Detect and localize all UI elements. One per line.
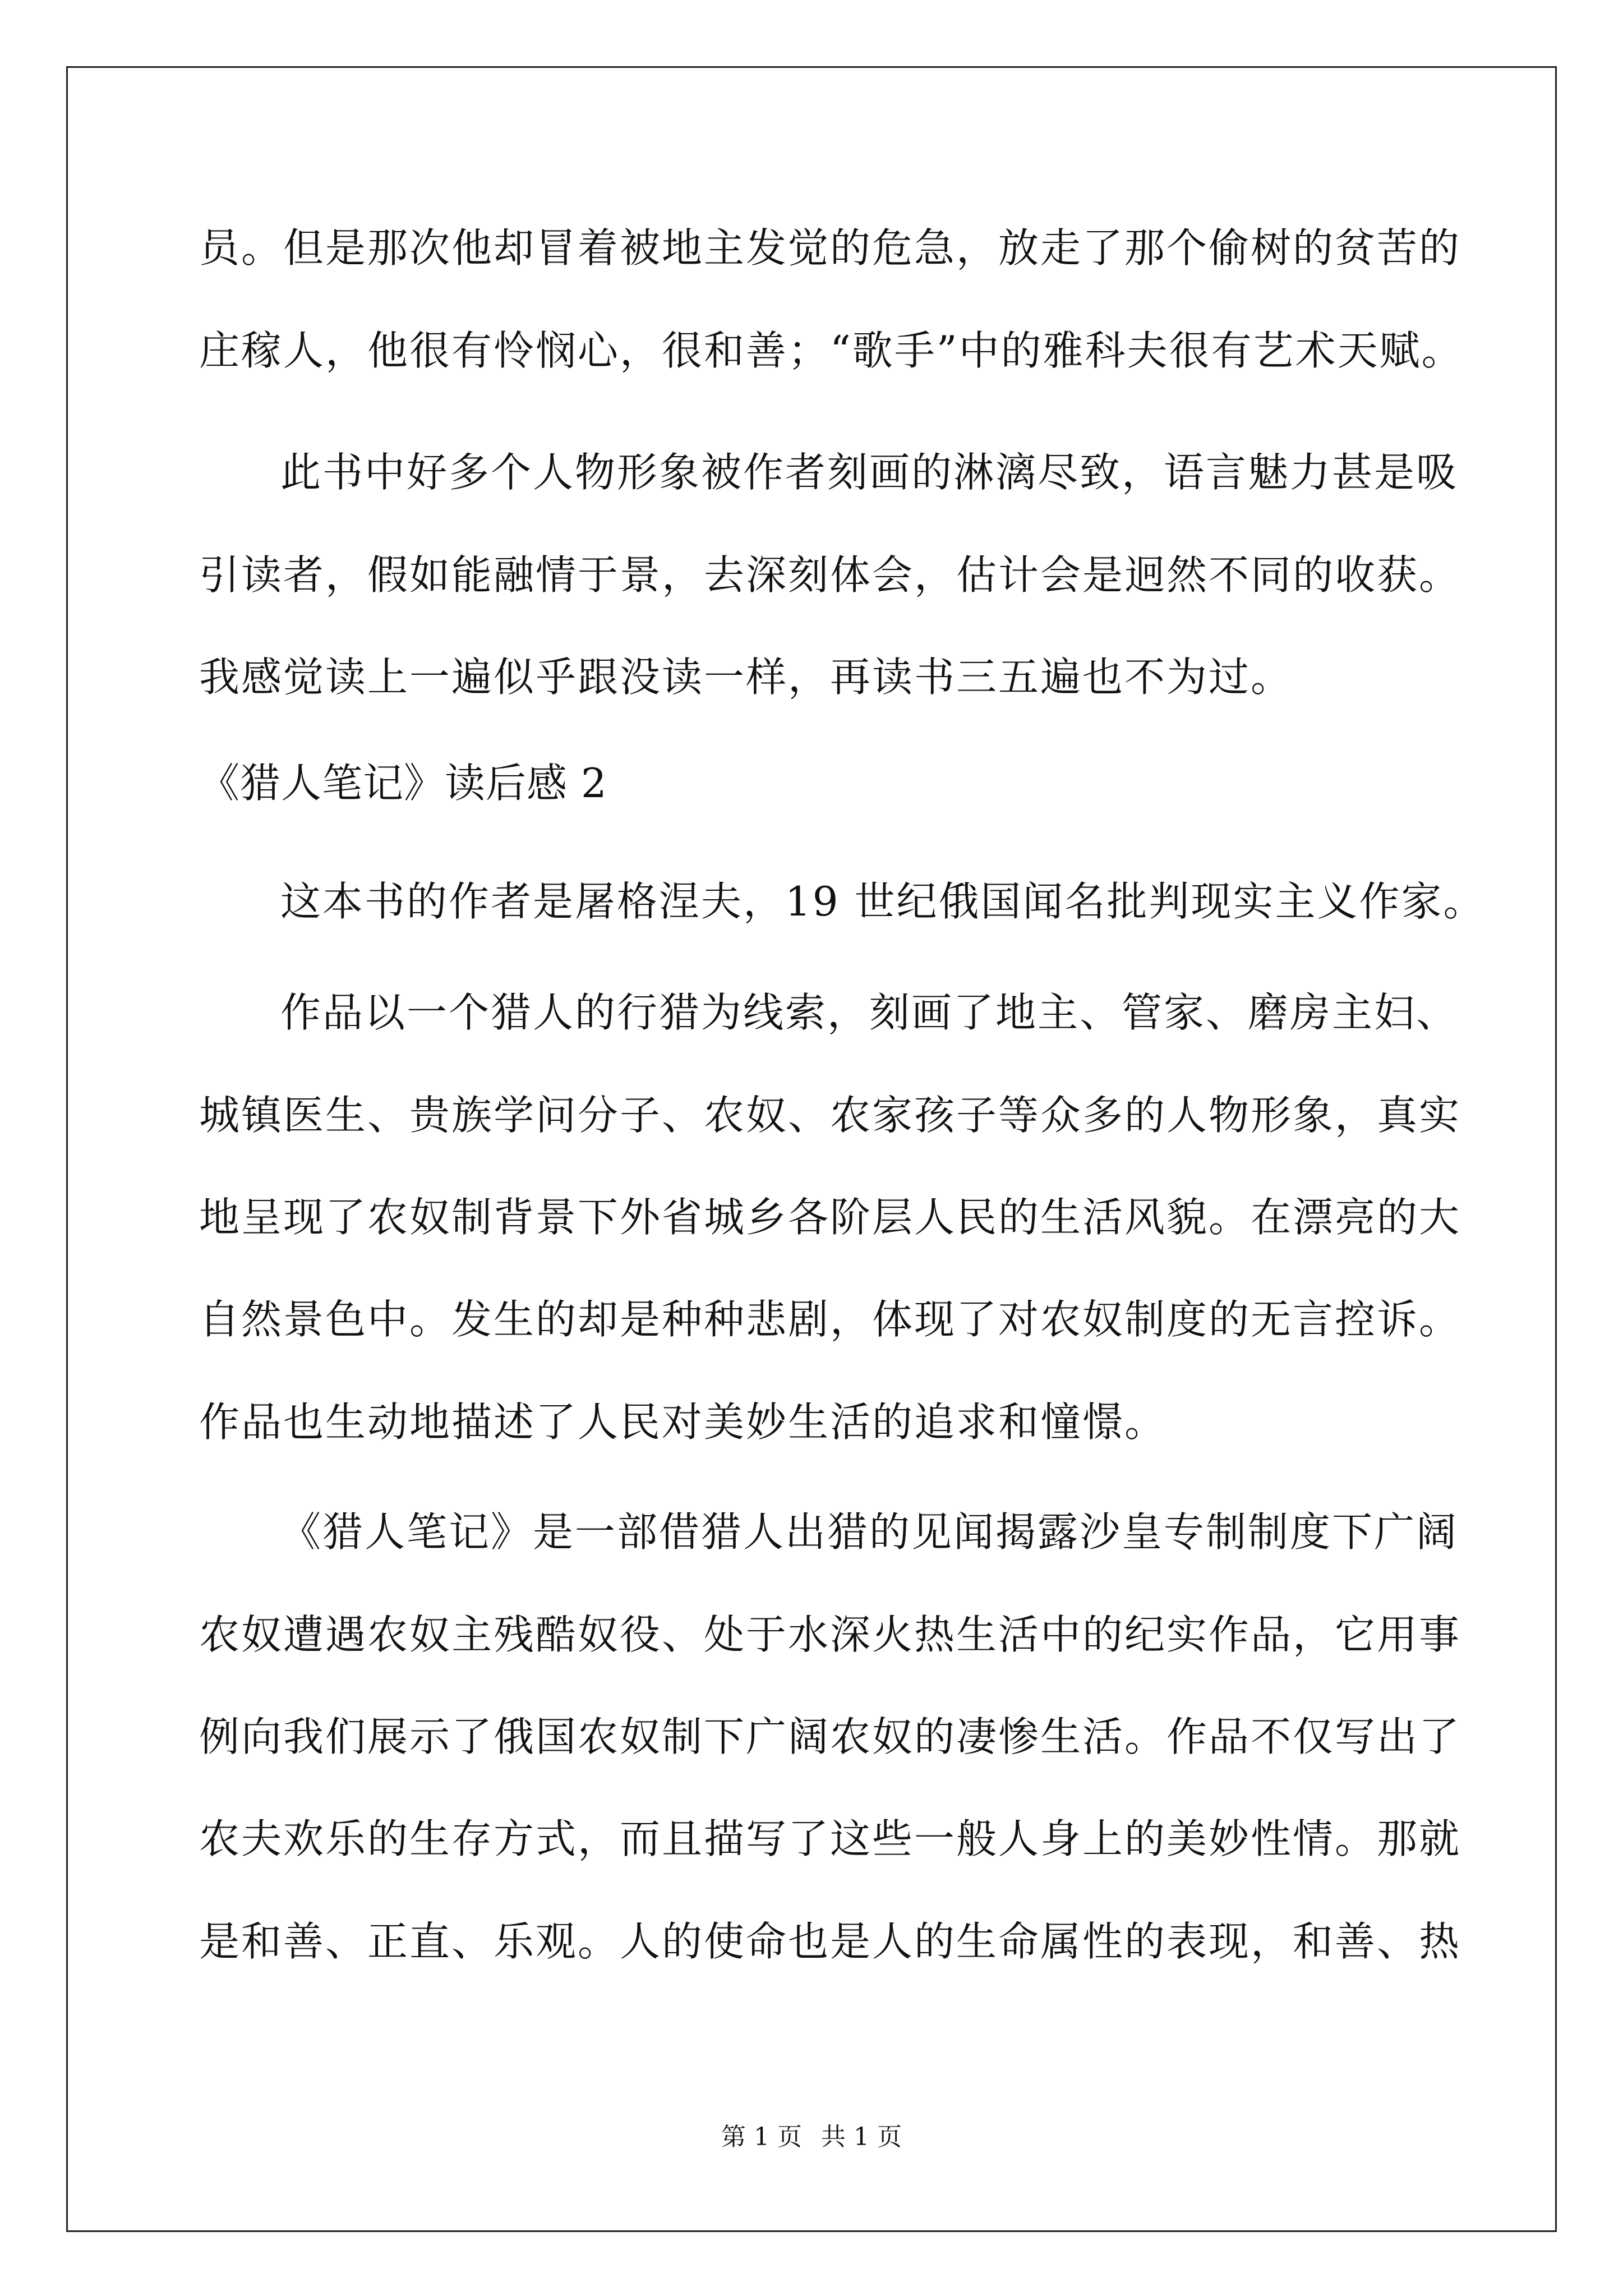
text-line: 这本书的作者是屠格涅夫，19 世纪俄国闻名批判现实主义作家。 [280, 878, 1486, 925]
page-number: 第 1 页 [721, 2123, 802, 2151]
text-line: 例向我们展示了俄国农奴制下广阔农奴的凄惨生活。作品不仅写出了 [199, 1713, 1461, 1760]
text-line: 城镇医生、贵族学问分子、农奴、农家孩子等众多的人物形象，真实 [199, 1092, 1461, 1139]
text-line: 此书中好多个人物形象被作者刻画的淋漓尽致，语言魅力甚是吸 [280, 449, 1459, 496]
text-line: 《猎人笔记》是一部借猎人出猎的见闻揭露沙皇专制制度下广阔 [280, 1508, 1459, 1556]
text-line: 自然景色中。发生的却是种种悲剧，体现了对农奴制度的无言控诉。 [199, 1296, 1461, 1343]
text-line: 我感觉读上一遍似乎跟没读一样，再读书三五遍也不为过。 [199, 654, 1293, 701]
section-heading: 《猎人笔记》读后感 2 [199, 760, 607, 807]
page-total: 共 1 页 [821, 2123, 902, 2151]
text-line: 农奴遭遇农奴主残酷奴役、处于水深火热生活中的纪实作品，它用事 [199, 1611, 1461, 1658]
text-line: 员。但是那次他却冒着被地主发觉的危急，放走了那个偷树的贫苦的 [199, 224, 1461, 272]
text-line: 作品以一个猎人的行猎为线索，刻画了地主、管家、磨房主妇、 [280, 989, 1459, 1036]
text-line: 庄稼人，他很有怜悯心，很和善；“歌手”中的雅科夫很有艺术天赋。 [199, 327, 1464, 374]
text-line: 作品也生动地描述了人民对美妙生活的追求和憧憬。 [199, 1398, 1167, 1446]
text-line: 地呈现了农奴制背景下外省城乡各阶层人民的生活风貌。在漂亮的大 [199, 1194, 1461, 1241]
text-line: 引读者，假如能融情于景，去深刻体会，估计会是迥然不同的收获。 [199, 551, 1461, 599]
text-line: 是和善、正直、乐观。人的使命也是人的生命属性的表现，和善、热 [199, 1918, 1461, 1965]
text-line: 农夫欢乐的生存方式，而且描写了这些一般人身上的美妙性情。那就 [199, 1815, 1461, 1862]
page-footer [0, 2122, 1623, 2153]
page-border [66, 66, 1557, 2232]
